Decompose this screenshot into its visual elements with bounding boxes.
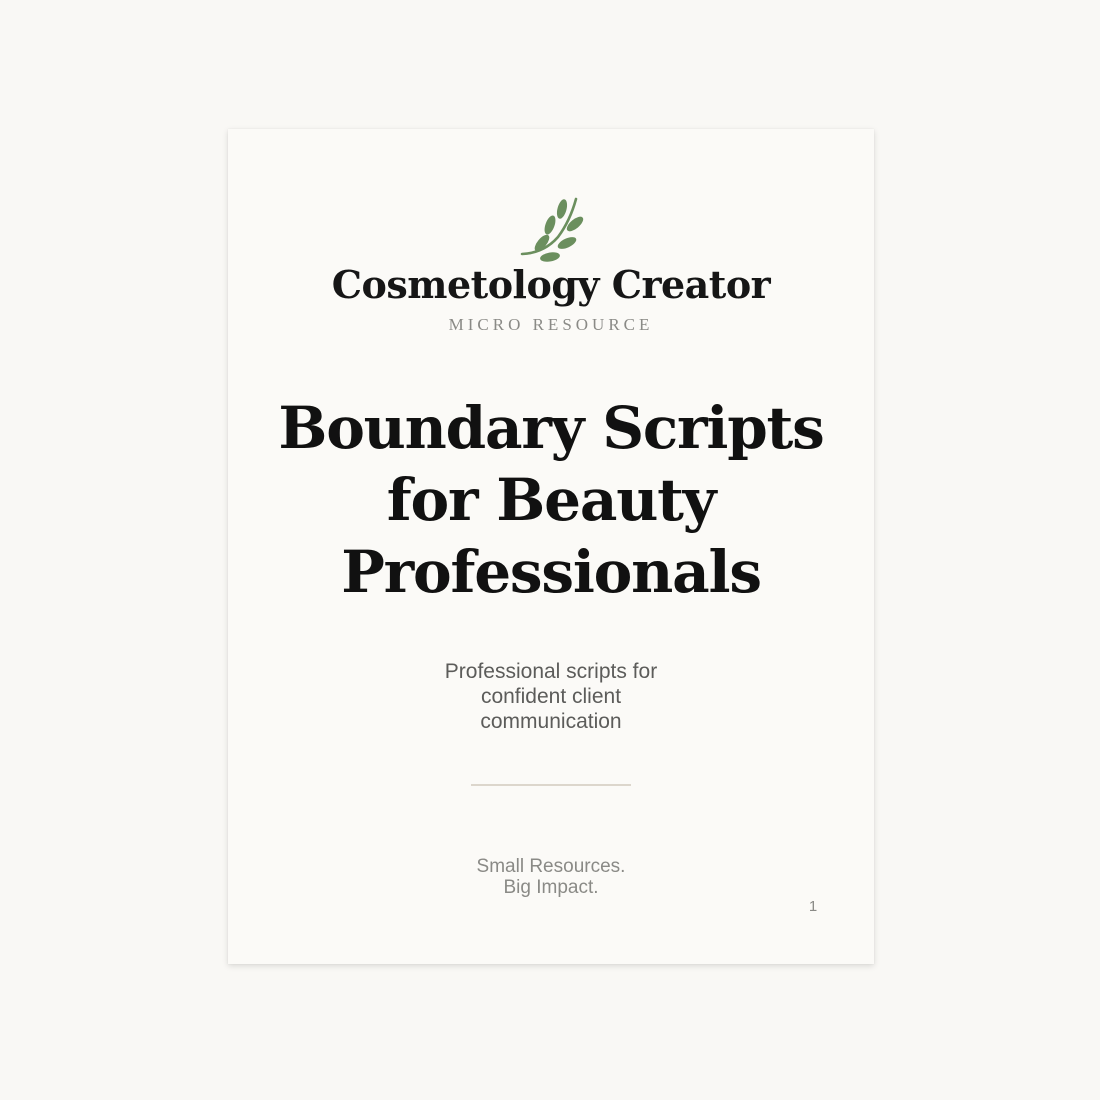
title-line: Boundary Scripts [278, 394, 824, 462]
olive-branch-icon [520, 191, 584, 265]
subtitle-line: Professional scripts for [444, 660, 658, 683]
document-page [228, 129, 874, 964]
subtitle-line: confident client [480, 685, 622, 708]
title-line: for Beauty [386, 466, 716, 534]
page-number: 1 [808, 898, 818, 915]
document-title [228, 392, 874, 608]
tagline-line: Big Impact. [503, 877, 599, 898]
document-subtitle [228, 659, 874, 734]
tagline-line: Small Resources. [476, 856, 626, 877]
divider [471, 784, 631, 786]
subtitle-line: communication [480, 710, 622, 733]
tagline [228, 856, 874, 898]
brand-name: Cosmetology Creator [331, 262, 771, 307]
brand-subtitle: MICRO RESOURCE [448, 315, 654, 334]
title-line: Professionals [341, 538, 761, 606]
